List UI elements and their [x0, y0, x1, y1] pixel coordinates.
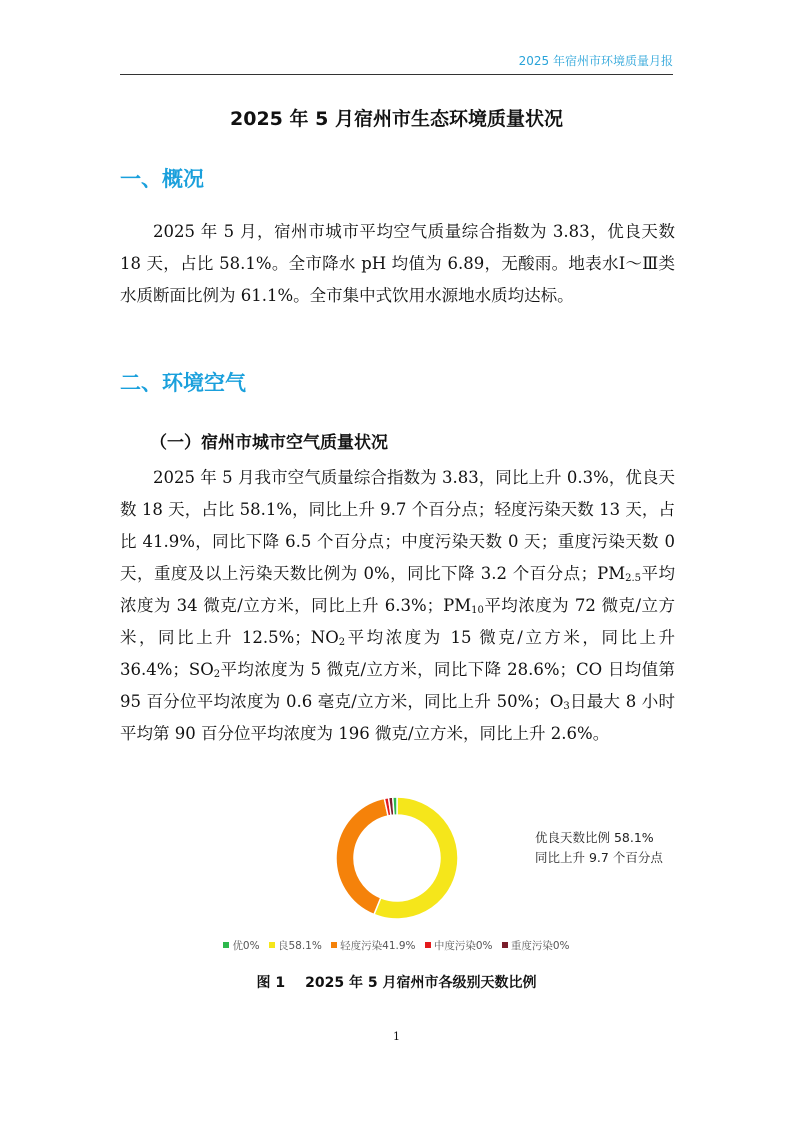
- air-quality-paragraph: [120, 462, 675, 750]
- legend-item-good: 良58.1%: [269, 938, 322, 953]
- legend-item-light-pollution: 轻度污染41.9%: [331, 938, 415, 953]
- figure-title: 2025 年 5 月宿州市各级别天数比例: [305, 975, 537, 991]
- air-text-d: 平均浓度为 15 微克/立方米，同比上升 36.4%；: [120, 628, 676, 679]
- air-text-a: 2025 年 5 月我市空气质量综合指数为 3.83，同比上升 0.3%，优良天数 18 天，占比 58.1%，同比上升 9.7 个百分点；轻度污染天数 13 天，占比 41.9%，同比下降 6.5 个百分点；中度污染天数 0 天；重度污染天数 0 天，重度及以上污染天数比例为 0%，同比下降 3.2 个百分点；: [120, 468, 675, 583]
- legend-item-excellent: 优0%: [223, 938, 259, 953]
- header-title: 2025 年宿州市环境质量月报: [518, 54, 673, 68]
- chart-legend: [0, 938, 793, 953]
- legend-swatch: [502, 942, 508, 948]
- section-1-paragraph: 2025 年 5 月，宿州市城市平均空气质量综合指数为 3.83，优良天数 18 天，占比 58.1%。全市降水 pH 均值为 6.89，无酸雨。地表水Ⅰ～Ⅲ类水质断面比例为 61.1%。全市集中式饮用水源地水质均达标。: [120, 222, 675, 305]
- figure-caption: [0, 972, 793, 992]
- pm10-label: $PM_{10}$: [443, 596, 484, 616]
- section-2-heading: 二、环境空气: [120, 371, 246, 395]
- legend-swatch: [331, 942, 337, 948]
- document-title: 2025 年 5 月宿州市生态环境质量状况: [230, 108, 563, 130]
- header-rule: [120, 74, 673, 75]
- air-text-c: 平均浓度为 72 微克/立方米，同比上升 12.5%；: [120, 596, 675, 647]
- section-1-heading: 一、概况: [120, 167, 204, 191]
- so2-label: $SO_2$: [188, 660, 221, 680]
- legend-swatch: [425, 942, 431, 948]
- legend-swatch: [223, 942, 229, 948]
- legend-item-heavy-pollution: 重度污染0%: [502, 938, 570, 953]
- no2-label: $NO_2$: [310, 628, 346, 648]
- legend-item-moderate-pollution: 中度污染0%: [425, 938, 493, 953]
- figure-number: 图 1: [256, 975, 286, 991]
- pm25-label: $PM_{2.5}$: [597, 564, 642, 584]
- legend-swatch: [269, 942, 275, 948]
- section-2-subheading: （一）宿州市城市空气质量状况: [150, 433, 388, 453]
- page-number: 1: [393, 1030, 400, 1043]
- o3-label: $O_3$: [549, 692, 570, 712]
- slice-excellent: [393, 797, 397, 815]
- slice-light-pollution: [336, 798, 388, 914]
- chart-annotation: [535, 828, 663, 868]
- annotation-line-2: 同比上升 9.7 个百分点: [535, 850, 663, 865]
- air-text-e: 平均浓度为 5 微克/立方米，同比下降 28.6%；CO 日均值第 95 百分位平均浓度为 0.6 毫克/立方米，同比上升 50%；: [120, 660, 675, 711]
- air-text-f: 日最大 8 小时平均第 90 百分位平均浓度为 196 微克/立方米，同比上升 2.6%。: [120, 692, 675, 743]
- air-text-b: 平均浓度为 34 微克/立方米，同比上升 6.3%；: [120, 564, 676, 615]
- annotation-line-1: 优良天数比例 58.1%: [535, 830, 654, 845]
